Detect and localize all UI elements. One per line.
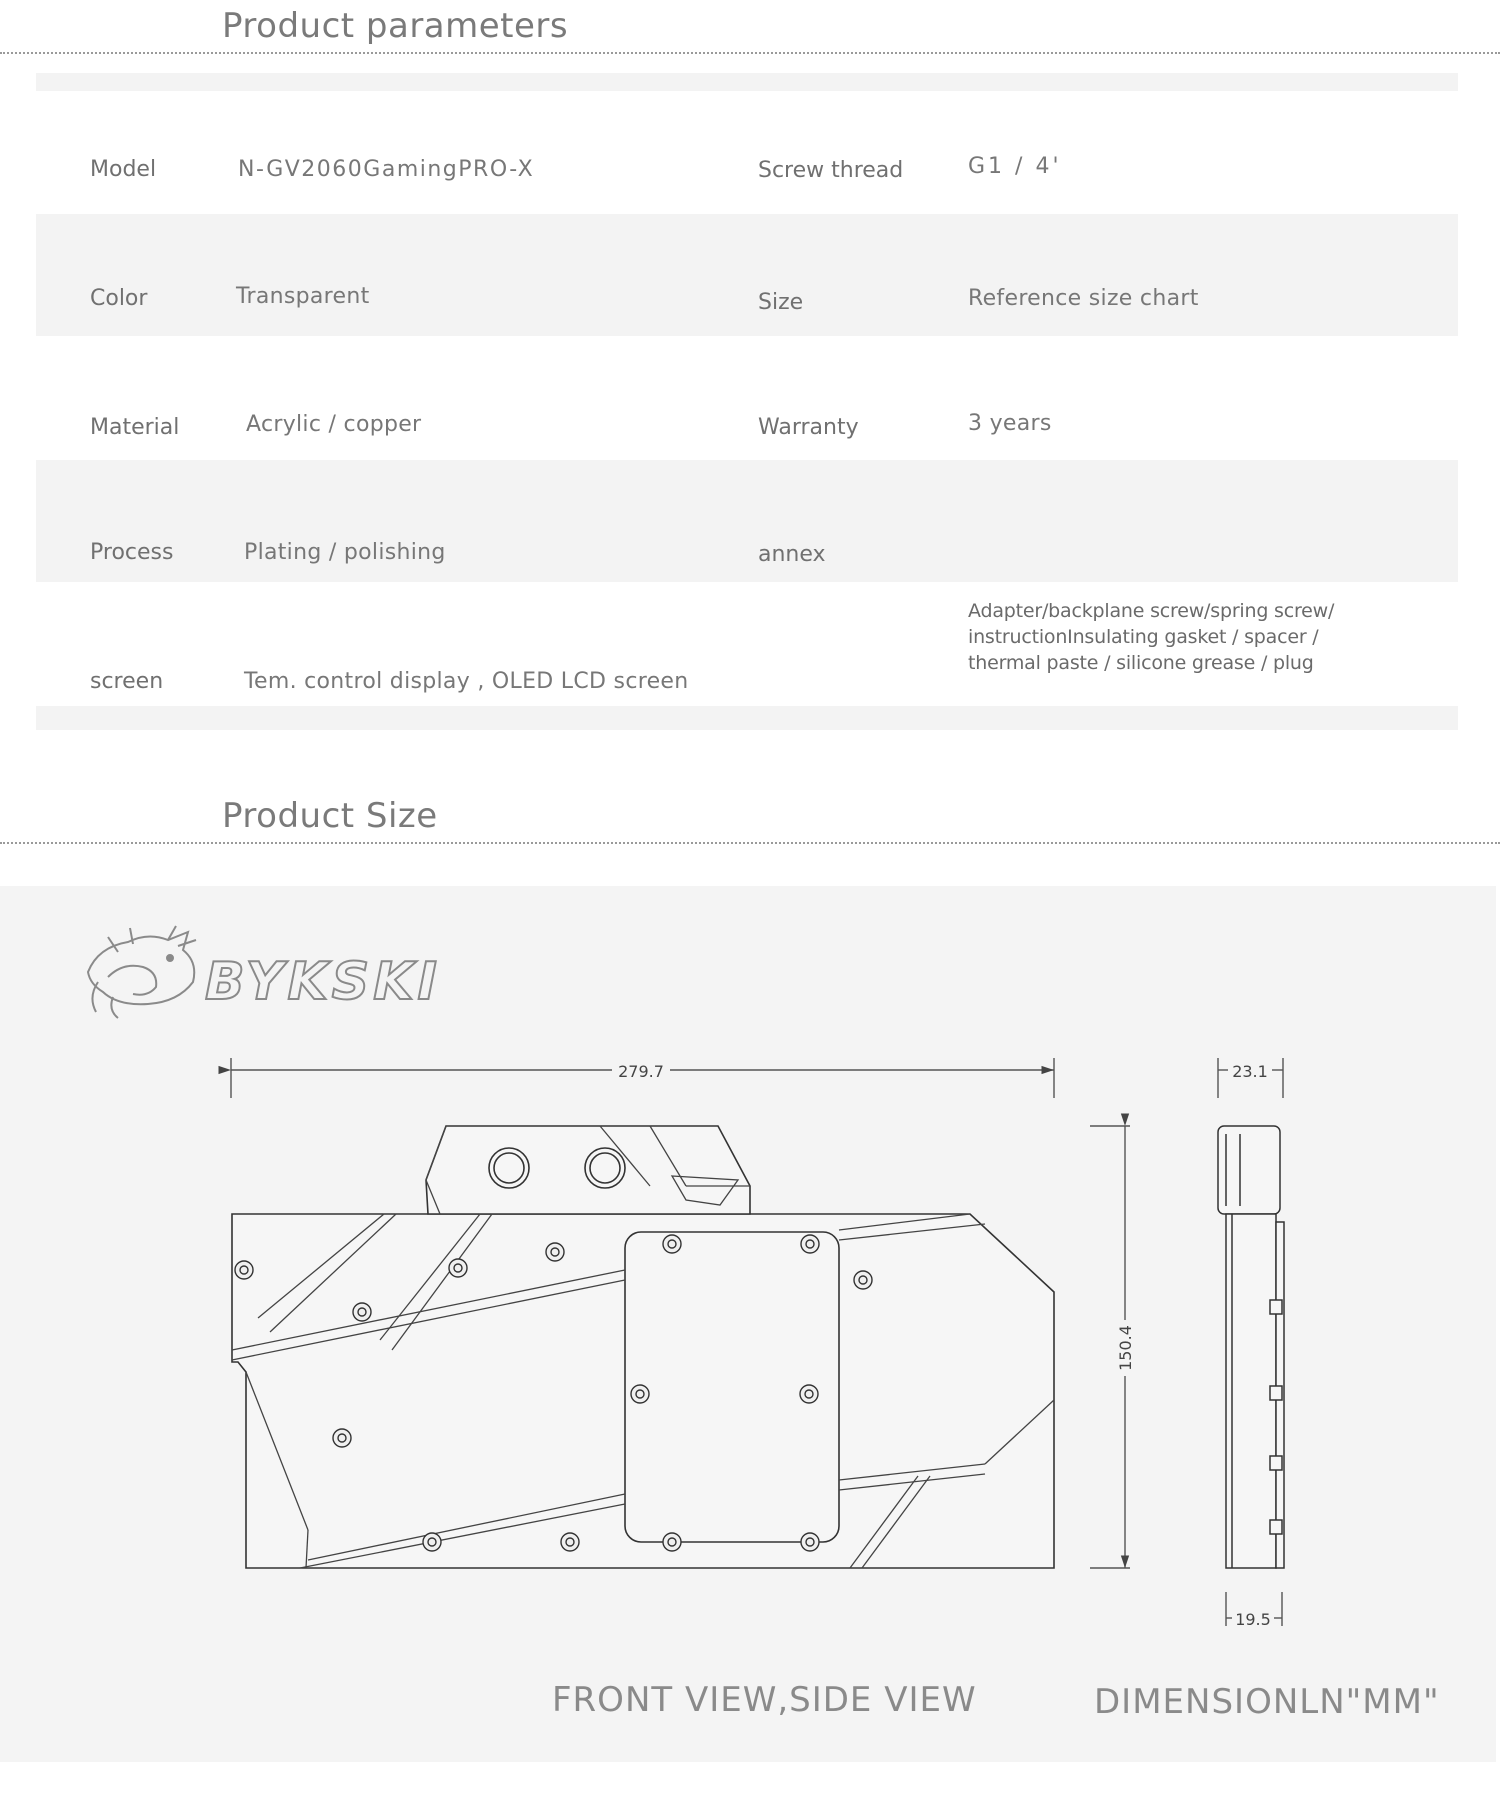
caption-views: FRONT VIEW,SIDE VIEW [552, 1680, 977, 1720]
size-title: Product Size [222, 796, 438, 836]
value-color: Transparent [236, 284, 370, 309]
value-material: Acrylic / copper [246, 412, 422, 437]
label-warranty: Warranty [758, 415, 859, 440]
caption-units: DIMENSIONLN"MM" [1094, 1682, 1440, 1722]
parameters-title: Product parameters [222, 6, 569, 46]
label-screen: screen [90, 669, 164, 694]
dim-depth-base-label: 19.5 [1235, 1610, 1271, 1629]
label-model: Model [90, 157, 157, 182]
dim-height-label: 150.4 [1116, 1325, 1135, 1371]
value-annex: Adapter/backplane screw/spring screw/ instructionInsulating gasket / spacer / thermal paste / silicone grease / plug [968, 600, 1335, 674]
value-screen: Tem. control display , OLED LCD screen [244, 669, 689, 694]
label-material: Material [90, 415, 180, 440]
front-view [232, 1126, 1054, 1568]
value-size: Reference size chart [968, 286, 1199, 311]
label-process: Process [90, 540, 174, 565]
side-view [1218, 1126, 1284, 1568]
dim-depth-label: 23.1 [1232, 1062, 1268, 1081]
value-model: N-GV2060GamingPRO-X [238, 157, 535, 182]
dim-length-label: 279.7 [618, 1062, 664, 1081]
label-screw-thread: Screw thread [758, 158, 904, 183]
value-process: Plating / polishing [244, 540, 446, 565]
value-screw-thread: G1 / 4' [968, 154, 1062, 179]
label-annex: annex [758, 542, 826, 567]
label-size: Size [758, 290, 804, 315]
brand-logo-text: BYKSKI [205, 952, 441, 1012]
label-color: Color [90, 286, 148, 311]
value-warranty: 3 years [968, 411, 1052, 436]
